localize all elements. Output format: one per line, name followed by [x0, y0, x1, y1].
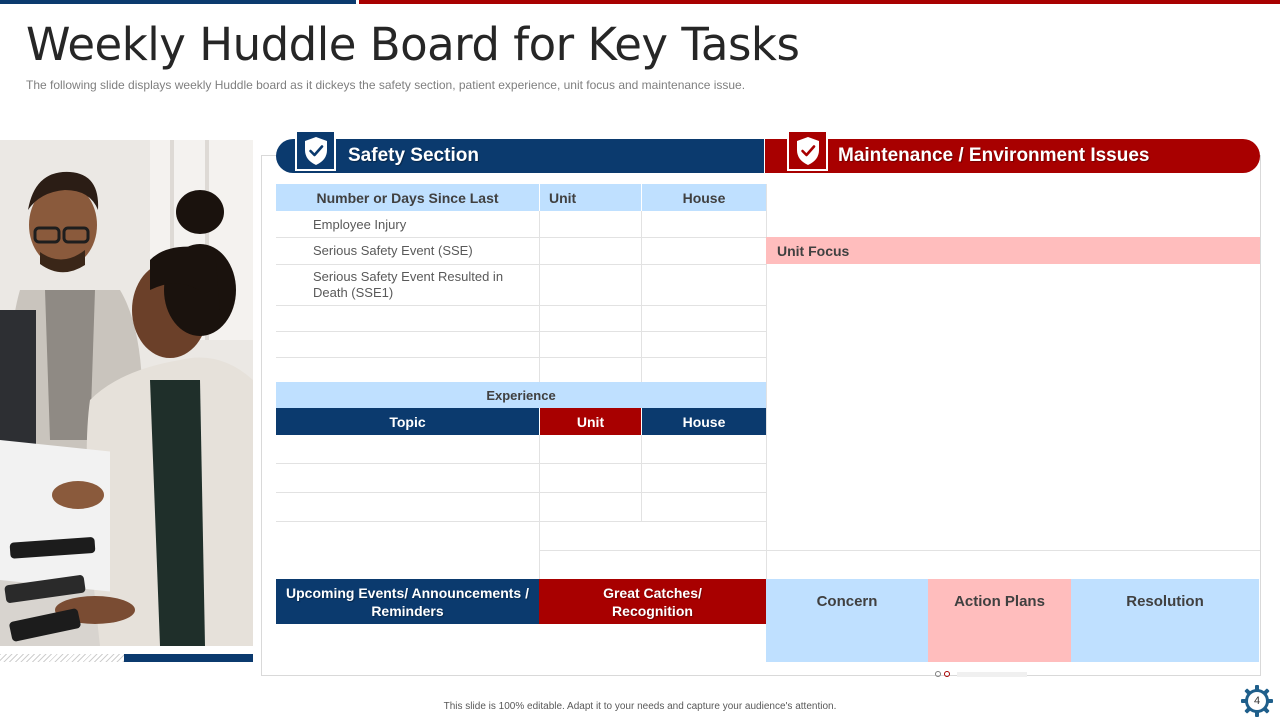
upcoming-events-block: Upcoming Events/ Announcements / Reminders [276, 579, 539, 624]
slide-progress-indicator [935, 671, 1027, 677]
slide-subtitle: The following slide displays weekly Huddle board as it dickeys the safety section, patient experience, unit focus and maintenance issue. [26, 78, 746, 92]
photo-accent-bar [124, 654, 253, 662]
resolution-block: Resolution [1071, 579, 1259, 662]
slide-footer: This slide is 100% editable. Adapt it to your needs and capture your audience's attention. [443, 701, 837, 712]
action-plans-block: Action Plans [928, 579, 1071, 662]
board-frame-top [261, 155, 276, 156]
unit-focus-bar: Unit Focus [766, 237, 1260, 264]
grid-line [276, 331, 766, 332]
grid-line [641, 211, 642, 382]
progress-dot [944, 671, 950, 677]
safety-section-title: Safety Section [348, 145, 479, 166]
grid-line [540, 550, 1260, 551]
top-accent-bar-red [359, 0, 1280, 4]
progress-track [957, 672, 1027, 677]
safety-row-sse: Serious Safety Event (SSE) [313, 243, 473, 258]
safety-row-employee-injury: Employee Injury [313, 216, 407, 232]
concern-block: Concern [766, 579, 928, 662]
slide-title: Weekly Huddle Board for Key Tasks [26, 18, 800, 71]
shield-check-icon [787, 130, 828, 171]
grid-line [276, 305, 766, 306]
maintenance-section-header [765, 139, 1260, 173]
grid-line [276, 264, 766, 265]
grid-line [276, 521, 766, 522]
grid-line [276, 492, 766, 493]
maintenance-section-title: Maintenance / Environment Issues [838, 145, 1150, 166]
safety-col-unit: Unit [540, 184, 641, 211]
shield-check-icon [295, 130, 336, 171]
experience-title: Experience [276, 382, 766, 408]
page-number: 4 [1253, 695, 1261, 707]
page-number-badge [1241, 685, 1273, 717]
grid-line [539, 211, 540, 382]
experience-col-unit: Unit [540, 408, 641, 435]
grid-line [641, 435, 642, 521]
grid-line [276, 357, 766, 358]
grid-line [276, 463, 766, 464]
top-accent-bar-blue [0, 0, 356, 4]
experience-col-house: House [642, 408, 766, 435]
grid-line [276, 237, 766, 238]
experience-col-topic: Topic [276, 408, 539, 435]
safety-col-house: House [642, 184, 766, 211]
progress-dot [935, 671, 941, 677]
great-catches-block: Great Catches/ Recognition [539, 579, 766, 624]
safety-col-days-since-last: Number or Days Since Last [276, 184, 539, 211]
safety-section-header [276, 139, 764, 173]
office-photo [0, 140, 253, 646]
safety-row-sse1: Serious Safety Event Resulted in Death (SSE1) [313, 268, 504, 300]
grid-line [539, 435, 540, 579]
photo-hatch-decoration [0, 654, 124, 662]
